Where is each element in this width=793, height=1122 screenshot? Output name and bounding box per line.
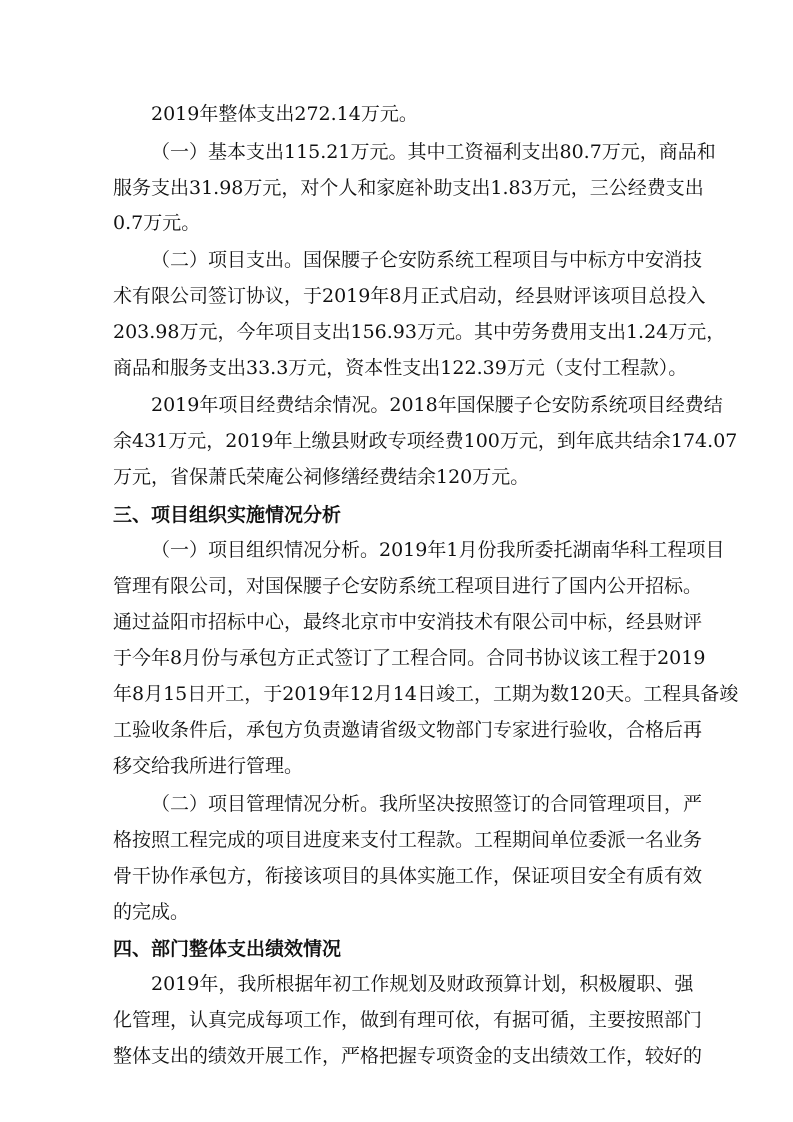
paragraph-line: （一）基本支出115.21万元。其中工资福利支出80.7万元，商品和 xyxy=(151,141,716,163)
paragraph-line: （二）项目支出。国保腰子仑安防系统工程项目与中标方中安消技 xyxy=(151,249,703,271)
paragraph-line: 203.98万元，今年项目支出156.93万元。其中劳务费用支出1.24万元， xyxy=(113,321,726,343)
paragraph-line: 0.7万元。 xyxy=(113,212,201,234)
paragraph-line: 服务支出31.98万元，对个人和家庭补助支出1.83万元，三公经费支出 xyxy=(113,177,704,199)
paragraph-line: 工验收条件后，承包方负责邀请省级文物部门专家进行验收，合格后再 xyxy=(113,719,703,741)
paragraph-line: （一）项目组织情况分析。2019年1月份我所委托湖南华科工程项目 xyxy=(151,539,725,561)
section-heading: 四、部门整体支出绩效情况 xyxy=(113,938,342,960)
paragraph-line: 2019年，我所根据年初工作规划及财政预算计划，积极履职、强 xyxy=(151,973,694,995)
paragraph-line: 2019年项目经费结余情况。2018年国保腰子仑安防系统项目经费结 xyxy=(151,394,723,416)
paragraph-line: 术有限公司签订协议，于2019年8月正式启动，经县财评该项目总投入 xyxy=(113,285,706,307)
paragraph-line: 的完成。 xyxy=(113,901,190,923)
paragraph-line: 管理有限公司，对国保腰子仑安防系统工程项目进行了国内公开招标。 xyxy=(113,575,703,597)
paragraph-line: 格按照工程完成的项目进度来支付工程款。工程期间单位委派一名业务 xyxy=(113,829,703,851)
paragraph-line: 万元，省保萧氏荣庵公祠修缮经费结余120万元。 xyxy=(113,466,530,488)
paragraph-line: 通过益阳市招标中心，最终北京市中安消技术有限公司中标，经县财评 xyxy=(113,611,703,633)
section-heading: 三、项目组织实施情况分析 xyxy=(113,504,342,526)
paragraph-line: 骨干协作承包方，衔接该项目的具体实施工作，保证项目安全有质有效 xyxy=(113,865,703,887)
paragraph-line: 2019年整体支出272.14万元。 xyxy=(151,103,418,125)
paragraph-line: 商品和服务支出33.3万元，资本性支出122.39万元（支付工程款）。 xyxy=(113,357,688,379)
paragraph-line: 年8月15日开工，于2019年12月14日竣工，工期为数120天。工程具备竣 xyxy=(113,683,739,705)
paragraph-line: 整体支出的绩效开展工作，严格把握专项资金的支出绩效工作，较好的 xyxy=(113,1045,703,1067)
paragraph-line: 化管理，认真完成每项工作，做到有理可依，有据可循，主要按照部门 xyxy=(113,1009,703,1031)
paragraph-line: 于今年8月份与承包方正式签订了工程合同。合同书协议该工程于2019 xyxy=(113,647,706,669)
paragraph-line: （二）项目管理情况分析。我所坚决按照签订的合同管理项目，严 xyxy=(151,793,703,815)
paragraph-line: 移交给我所进行管理。 xyxy=(113,755,304,777)
paragraph-line: 余431万元，2019年上缴县财政专项经费100万元，到年底共结余174.07 xyxy=(113,430,738,452)
